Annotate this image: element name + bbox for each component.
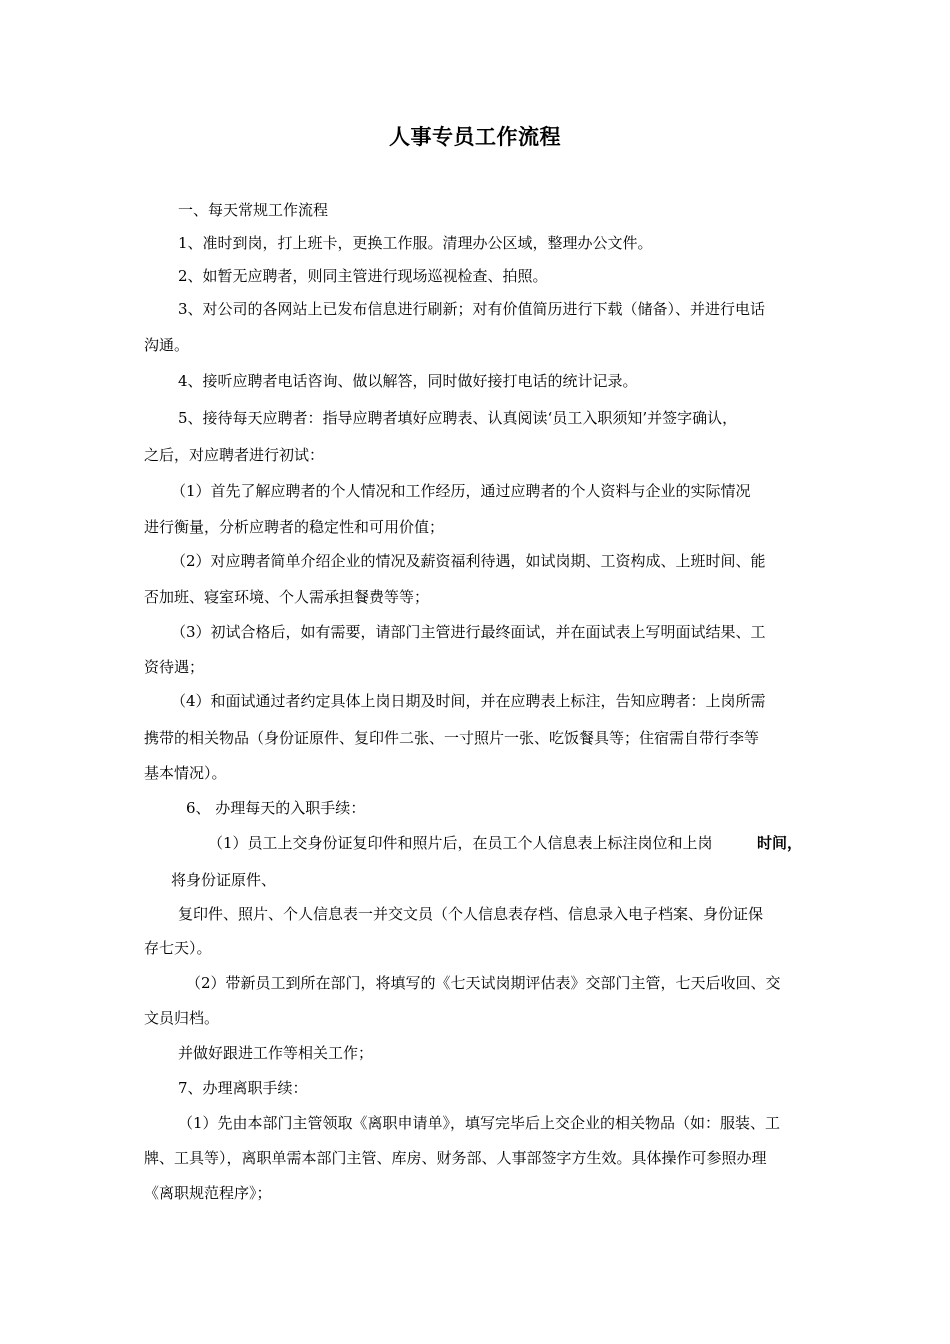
paragraph-line: 5、接待每天应聘者：指导应聘者填好应聘表、认真阅读‘员工入职须知’并签字确认， bbox=[178, 409, 738, 427]
paragraph-line: 牌、工具等），离职单需本部门主管、库房、财务部、人事部签字方生效。具体操作可参照办理 bbox=[144, 1149, 767, 1167]
paragraph-line: 2、如暂无应聘者，则同主管进行现场巡视检查、拍照。 bbox=[178, 267, 548, 285]
paragraph-line: （1）首先了解应聘者的个人情况和工作经历，通过应聘者的个人资料与企业的实际情况 bbox=[171, 482, 751, 500]
paragraph-line: 存七天）。 bbox=[144, 939, 212, 957]
paragraph-line: （1）员工上交身份证复印件和照片后，在员工个人信息表上标注岗位和上岗 bbox=[208, 834, 713, 852]
paragraph-line: （3）初试合格后，如有需要，请部门主管进行最终面试，并在面试表上写明面试结果、工 bbox=[171, 623, 766, 641]
paragraph-line: 进行衡量，分析应聘者的稳定性和可用价值； bbox=[144, 518, 445, 536]
paragraph-line: 否加班、寝室环境、个人需承担餐费等等； bbox=[144, 588, 430, 606]
paragraph-line: 《离职规范程序》； bbox=[144, 1184, 272, 1202]
paragraph-line: （2）对应聘者简单介绍企业的情况及薪资福利待遇，如试岗期、工资构成、上班时间、能 bbox=[171, 552, 766, 570]
paragraph-line: （1）先由本部门主管领取《离职申请单》，填写完毕后上交企业的相关物品（如：服装、工 bbox=[178, 1114, 781, 1132]
section-heading: 一、每天常规工作流程 bbox=[178, 201, 329, 219]
paragraph-line: 文员归档。 bbox=[144, 1009, 220, 1027]
paragraph-line: 并做好跟进工作等相关工作； bbox=[178, 1044, 374, 1062]
paragraph-line: 资待遇； bbox=[144, 658, 205, 676]
document-title: 人事专员工作流程 bbox=[389, 124, 561, 149]
paragraph-line: 将身份证原件、 bbox=[171, 871, 277, 889]
paragraph-line: 1、准时到岗，打上班卡，更换工作服。清理办公区域，整理办公文件。 bbox=[178, 234, 653, 252]
paragraph-line: 携带的相关物品（身份证原件、复印件二张、一寸照片一张、吃饭餐具等；住宿需自带行李等 bbox=[144, 729, 760, 747]
paragraph-line: 7、办理离职手续： bbox=[178, 1079, 308, 1097]
paragraph-line: 复印件、照片、个人信息表一并交文员（个人信息表存档、信息录入电子档案、身份证保 bbox=[178, 905, 764, 923]
paragraph-line: （2）带新员工到所在部门，将填写的《七天试岗期评估表》交部门主管，七天后收回、交 bbox=[186, 974, 781, 992]
paragraph-line: 基本情况）。 bbox=[144, 764, 227, 782]
paragraph-line: 4、接听应聘者电话咨询、做以解答，同时做好接打电话的统计记录。 bbox=[178, 372, 638, 390]
paragraph-line: 3、对公司的各网站上已发布信息进行刷新；对有价值简历进行下载（储备）、并进行电话 bbox=[178, 300, 766, 318]
paragraph-line: 之后，对应聘者进行初试： bbox=[144, 446, 325, 464]
paragraph-line: 6、 办理每天的入职手续： bbox=[186, 799, 366, 817]
paragraph-line: （4）和面试通过者约定具体上岗日期及时间，并在应聘表上标注，告知应聘者：上岗所需 bbox=[171, 692, 766, 710]
emphasis-text: 时间， bbox=[757, 834, 803, 852]
paragraph-line: 沟通。 bbox=[144, 336, 190, 354]
